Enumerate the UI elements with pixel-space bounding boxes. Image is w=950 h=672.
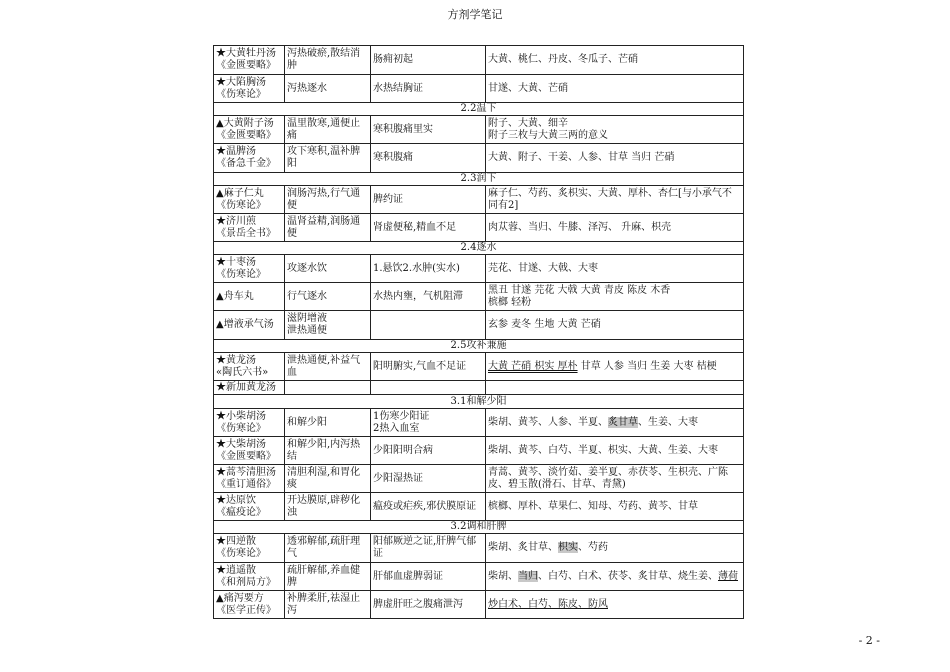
formula-source: 《医学正传》 [216, 604, 276, 616]
function-cell: 润肠泻热,行气通便 [285, 186, 371, 214]
indication-cell: 脾虚肝旺之腹痛泄泻 [371, 591, 486, 619]
formula-source: 《和剂局方》 [216, 576, 276, 588]
formula-name: ★大柴胡汤 [216, 438, 266, 450]
function-cell: 温里散寒,通便止痛 [285, 116, 371, 144]
ingredients-cell [486, 437, 744, 465]
formula-source: 《重订通俗》 [216, 478, 276, 490]
formula-source: 《备急千金》 [216, 158, 276, 169]
formula-row [214, 493, 744, 521]
ingredient-segment: 芫花、甘遂、大戟、大枣 [488, 262, 598, 274]
formula-name-cell [214, 534, 285, 563]
ingredients-cell [486, 465, 744, 493]
formula-row [214, 381, 744, 395]
ingredient-segment: 、生姜、大枣 [638, 416, 698, 428]
ingredient-segment: 、芍药 [578, 542, 608, 553]
ingredient-segment: 大黄、桃仁、丹皮、冬瓜子、芒硝 [488, 54, 638, 65]
ingredients-cell [486, 46, 744, 75]
ingredient-segment: 大黄 芒硝 枳实 厚朴 [488, 360, 578, 372]
function-cell: 滋阴增液 泄热通便 [285, 311, 371, 340]
ingredients-cell [486, 409, 744, 437]
formula-row [214, 353, 744, 381]
ingredient-line: 附子三枚与大黄三两的意义 [488, 129, 608, 141]
category-heading: 3.2调和肝脾 [214, 521, 744, 534]
formula-name-cell [214, 311, 285, 340]
formula-name-cell [214, 409, 285, 437]
formula-source: 《瘟疫论》 [216, 506, 266, 518]
formula-name-cell [214, 437, 285, 465]
ingredient-segment: 玄参 麦冬 生地 大黄 芒硝 [488, 319, 601, 330]
category-heading: 2.4逐水 [214, 242, 744, 255]
formula-name: ★大黄牡丹汤 [216, 48, 276, 59]
formula-name-cell [214, 214, 285, 242]
formula-source: 《伤寒论》 [216, 422, 266, 434]
formula-name: ★逍遥散 [216, 564, 256, 576]
formula-name: ▲麻子仁丸 [216, 187, 264, 199]
ingredient-segment: 黑丑 甘遂 芫花 大戟 大黄 青皮 陈皮 木香 [488, 284, 671, 296]
ingredients-cell [486, 144, 744, 173]
indication-cell: 水热内壅，气机阻滞 [371, 283, 486, 311]
indication-cell: 1.悬饮2.水肿(实水) [371, 255, 486, 283]
ingredients-cell [486, 186, 744, 214]
page-header-title: 方剂学笔记 [447, 8, 503, 21]
formula-row [214, 311, 744, 340]
ingredients-cell [486, 353, 744, 381]
function-cell: 透邪解郁,疏肝理气 [285, 534, 371, 563]
formula-table [213, 45, 744, 619]
indication-cell: 阳郁厥逆之证,肝脾气郁证 [371, 534, 486, 563]
formula-row [214, 46, 744, 75]
category-row [214, 103, 744, 116]
indication-cell: 瘟疫或疟疾,邪伏膜原证 [371, 493, 486, 521]
formula-name-cell [214, 353, 285, 381]
formula-name-cell [214, 46, 285, 75]
formula-row [214, 283, 744, 311]
ingredients-cell [486, 534, 744, 563]
indication-cell: 脾约证 [371, 186, 486, 214]
formula-source: 《金匮要略》 [216, 60, 276, 71]
formula-source: 《伤寒论》 [216, 548, 266, 559]
ingredient-segment: 甘遂、大黄、芒硝 [488, 82, 568, 94]
ingredient-segment: 肉苁蓉、当归、牛膝、泽泻、 升麻、枳壳 [488, 221, 672, 233]
formula-row [214, 75, 744, 103]
function-cell: 泻热破瘀,散结消肿 [285, 46, 371, 75]
indication-cell: 寒积腹痛里实 [371, 116, 486, 144]
formula-name: ★蒿芩清胆汤 [216, 466, 276, 478]
formula-source: 《景岳全书》 [216, 227, 276, 239]
formula-name-cell [214, 255, 285, 283]
function-cell: 补脾柔肝,祛湿止泻 [285, 591, 371, 619]
indication-cell: 寒积腹痛 [371, 144, 486, 173]
ingredient-segment: 柴胡、炙甘草、 [488, 542, 558, 553]
formula-name: ★济川煎 [216, 215, 256, 227]
formula-row [214, 465, 744, 493]
formula-row [214, 255, 744, 283]
formula-name-cell [214, 116, 285, 144]
formula-source: 《伤寒论》 [216, 88, 266, 100]
category-row [214, 340, 744, 353]
ingredients-cell [486, 116, 744, 144]
formula-name: ▲增液承气汤 [216, 319, 274, 330]
formula-name: ★大陷胸汤 [216, 76, 266, 88]
formula-name: ★小柴胡汤 [216, 410, 266, 422]
ingredient-segment: 当归 [518, 570, 538, 582]
indication-cell: 水热结胸证 [371, 75, 486, 103]
function-cell: 温肾益精,润肠通便 [285, 214, 371, 242]
ingredients-cell [486, 591, 744, 619]
ingredient-segment: 槟榔、厚朴、草果仁、知母、芍药、黄芩、甘草 [488, 500, 698, 512]
ingredient-segment: 、白芍、白术、茯苓、炙甘草、烧生姜、 [538, 570, 718, 582]
formula-name-cell [214, 563, 285, 591]
category-row [214, 242, 744, 255]
indication-cell [371, 311, 486, 340]
category-heading: 2.3润下 [214, 173, 744, 186]
ingredients-cell [486, 381, 744, 395]
ingredients-cell [486, 493, 744, 521]
ingredient-segment: 枳实 [558, 542, 578, 553]
formula-name-cell [214, 591, 285, 619]
ingredients-cell [486, 563, 744, 591]
indication-cell: 肾虚便秘,精血不足 [371, 214, 486, 242]
indication-cell: 阳明腑实,气血不足证 [371, 353, 486, 381]
function-cell: 疏肝解郁,养血健脾 [285, 563, 371, 591]
formula-name: ▲大黄附子汤 [216, 117, 274, 129]
function-cell: 和解少阳,内泻热结 [285, 437, 371, 465]
formula-row [214, 437, 744, 465]
table-body [214, 46, 744, 619]
formula-name-cell [214, 381, 285, 395]
formula-name: ★温脾汤 [216, 146, 256, 157]
category-heading: 3.1和解少阳 [214, 395, 744, 409]
ingredients-cell [486, 311, 744, 340]
formula-source: «陶氏六书» [216, 366, 269, 378]
indication-cell: 少阳阳明合病 [371, 437, 486, 465]
formula-name-cell [214, 144, 285, 173]
ingredients-cell [486, 283, 744, 311]
formula-source: 《金匮要略》 [216, 129, 276, 141]
ingredient-segment: 炒白术、白芍、陈皮、防风 [488, 598, 608, 610]
indication-cell: 少阳湿热证 [371, 465, 486, 493]
formula-source: 《伤寒论》 [216, 199, 266, 211]
function-cell [285, 381, 371, 395]
category-row [214, 395, 744, 409]
formula-name: ★黄龙汤 [216, 354, 256, 366]
indication-cell: 1伤寒少阳证 2热入血室 [371, 409, 486, 437]
formula-row [214, 186, 744, 214]
formula-name-cell [214, 75, 285, 103]
function-cell: 清胆利湿,和胃化痰 [285, 465, 371, 493]
category-row [214, 521, 744, 534]
indication-cell [371, 381, 486, 395]
function-cell: 和解少阳 [285, 409, 371, 437]
formula-name-cell [214, 493, 285, 521]
formula-row [214, 214, 744, 242]
formula-row [214, 116, 744, 144]
ingredients-cell [486, 255, 744, 283]
ingredient-segment: 柴胡、黄芩、人参、半夏、 [488, 416, 608, 428]
ingredients-cell [486, 214, 744, 242]
category-heading: 2.5攻补兼施 [214, 340, 744, 353]
formula-name-cell [214, 283, 285, 311]
formula-name: ★十枣汤 [216, 256, 256, 268]
ingredients-cell [486, 75, 744, 103]
formula-name: ▲舟车丸 [216, 290, 254, 302]
ingredient-segment: 附子、大黄、细辛 [488, 117, 568, 129]
formula-row [214, 563, 744, 591]
ingredient-segment: 柴胡、黄芩、白芍、半夏、枳实、大黄、生姜、大枣 [488, 444, 718, 456]
formula-row [214, 534, 744, 563]
ingredient-segment: 麻子仁、芍药、炙枳实、大黄、厚朴、杏仁[与小承气不同有2] [488, 187, 732, 211]
formula-row [214, 409, 744, 437]
formula-source: 《金匮要略》 [216, 450, 276, 462]
function-cell: 攻逐水饮 [285, 255, 371, 283]
ingredient-segment: 薄荷 [718, 570, 738, 582]
formula-name: ▲痛泻要方 [216, 592, 264, 604]
indication-cell: 肠痈初起 [371, 46, 486, 75]
function-cell: 攻下寒积,温补脾阳 [285, 144, 371, 173]
formula-source: 《伤寒论》 [216, 268, 266, 280]
function-cell: 泻热逐水 [285, 75, 371, 103]
function-cell: 泄热通便,补益气血 [285, 353, 371, 381]
ingredient-segment: 甘草 人参 当归 生姜 大枣 桔梗 [577, 360, 717, 372]
function-cell: 开达膜原,辟秽化浊 [285, 493, 371, 521]
formula-name-cell [214, 465, 285, 493]
formula-name: ★达原饮 [216, 494, 256, 506]
formula-name: ★新加黄龙汤 [216, 381, 276, 393]
ingredient-segment: 青蒿、黄芩、淡竹茹、姜半夏、赤茯苓、生枳壳、广陈皮、碧玉散(滑石、甘草、青黛) [488, 466, 728, 490]
ingredient-segment: 柴胡、 [488, 570, 518, 582]
ingredient-segment: 炙甘草 [608, 416, 638, 428]
ingredient-segment: 大黄、附子、干姜、人参、甘草 当归 芒硝 [488, 152, 675, 163]
formula-name-cell [214, 186, 285, 214]
formula-name: ★四逆散 [216, 536, 256, 547]
indication-cell: 肝郁血虚脾弱证 [371, 563, 486, 591]
category-heading: 2.2温下 [214, 103, 744, 116]
page-number: - 2 - [858, 634, 880, 647]
function-cell: 行气逐水 [285, 283, 371, 311]
ingredient-line: 槟榔 轻粉 [488, 296, 532, 308]
formula-row [214, 144, 744, 173]
formula-row [214, 591, 744, 619]
category-row [214, 173, 744, 186]
